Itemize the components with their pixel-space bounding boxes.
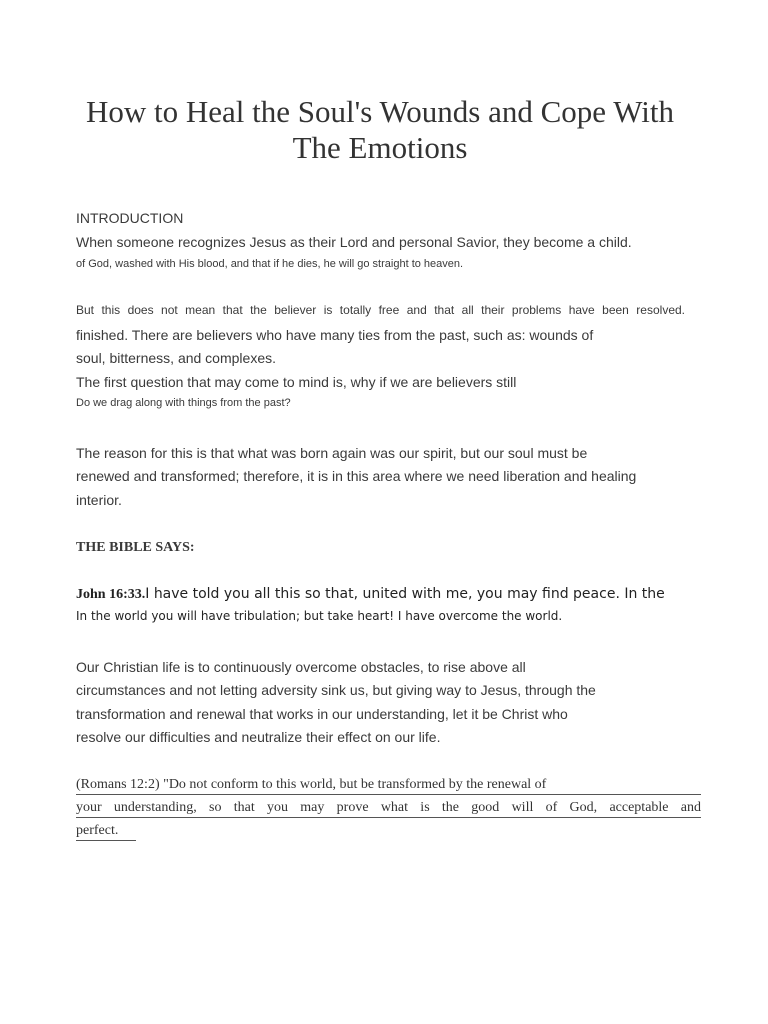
- bible-says-heading: THE BIBLE SAYS:: [76, 540, 195, 555]
- romans-line-1: (Romans 12:2) "Do not conform to this world, but be transformed by the renewal of: [76, 777, 701, 795]
- paragraph-4-line-3: transformation and renewal that works in our understanding, let it be Christ who: [76, 706, 568, 722]
- paragraph-2-line-2: finished. There are believers who have many ties from the past, such as: wounds of: [76, 327, 594, 343]
- paragraph-2-line-1: But this does not mean that the believer is totally free and that all their problems have been resolved.: [76, 303, 685, 317]
- verse-line-2: In the world you will have tribulation; but take heart! I have overcome the world.: [76, 609, 563, 623]
- paragraph-2-line-4: The first question that may come to mind is, why if we are believers still: [76, 374, 517, 390]
- intro-line-2: of God, washed with His blood, and that if he dies, he will go straight to heaven.: [76, 258, 464, 270]
- paragraph-3-line-2: renewed and transformed; therefore, it is in this area where we need liberation and healing: [76, 468, 637, 484]
- verse-reference: John 16:33.: [76, 587, 146, 602]
- paragraph-3-line-1: The reason for this is that what was born again was our spirit, but our soul must be: [76, 445, 588, 461]
- paragraph-4-line-2: circumstances and not letting adversity sink us, but giving way to Jesus, through the: [76, 682, 596, 698]
- intro-line-1: When someone recognizes Jesus as their Lord and personal Savior, they become a child.: [76, 234, 632, 250]
- paragraph-2-line-5: Do we drag along with things from the past?: [76, 397, 291, 409]
- paragraph-4-line-1: Our Christian life is to continuously overcome obstacles, to rise above all: [76, 659, 526, 675]
- document-title: How to Heal the Soul's Wounds and Cope With The Emotions: [86, 94, 674, 165]
- verse-line-1: [76, 585, 665, 603]
- romans-line-3: perfect.: [76, 823, 136, 841]
- paragraph-4-line-4: resolve our difficulties and neutralize their effect on our life.: [76, 729, 441, 745]
- romans-line-2: your understanding, so that you may prove what is the good will of God, acceptable and: [76, 800, 701, 818]
- paragraph-3-line-3: interior.: [76, 492, 122, 508]
- paragraph-2-line-3: soul, bitterness, and complexes.: [76, 350, 276, 366]
- verse-text-1: I have told you all this so that, united with me, you may find peace. In the: [145, 586, 665, 602]
- intro-heading: INTRODUCTION: [76, 210, 184, 226]
